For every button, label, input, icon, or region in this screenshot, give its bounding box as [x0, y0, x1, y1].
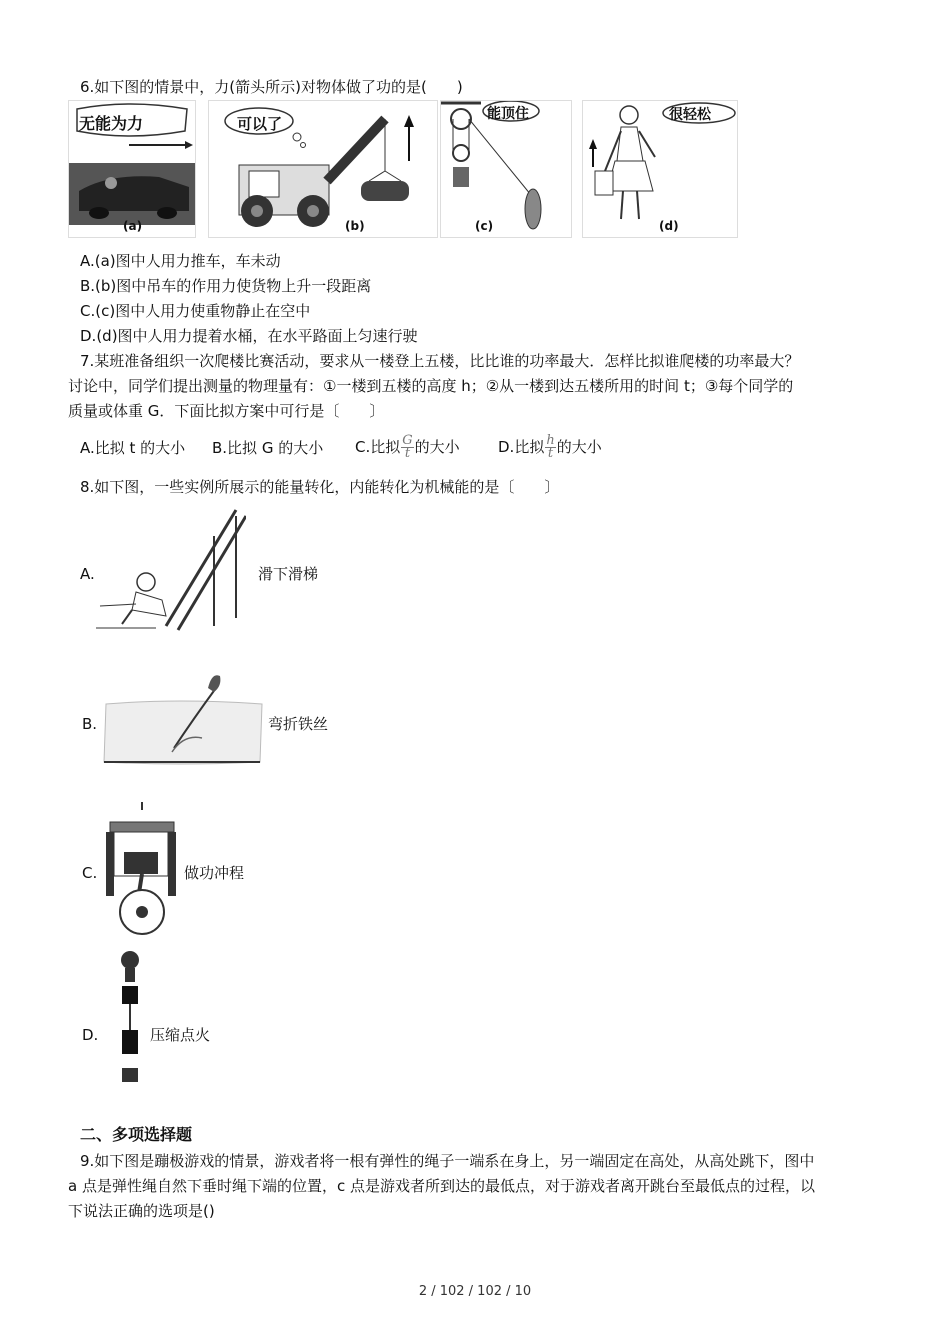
q9-line3: 下说法正确的选项是() [68, 1202, 215, 1220]
q7-option-c [355, 430, 460, 464]
q8-option-b-text: 弯折铁丝 [268, 715, 329, 733]
q7-option-d-suffix: 的大小 [556, 438, 602, 456]
q6-bubble-b: 可以了 [237, 115, 283, 133]
q7-option-b: B.比拟 G 的大小 [212, 439, 324, 457]
fraction-g-over-t [401, 435, 413, 460]
fraction-numerator: G [402, 433, 413, 448]
q6-option-b: B.(b)图中吊车的作用力使货物上升一段距离 [80, 277, 372, 295]
q7-option-c-label: C.比拟 [355, 438, 401, 456]
section-heading: 二、多项选择题 [80, 1125, 193, 1144]
q7-option-c-suffix: 的大小 [414, 438, 460, 456]
q6-figure-b [208, 100, 438, 238]
q6-caption-a: (a) [123, 219, 143, 233]
q7-option-a: A.比拟 t 的大小 [80, 439, 186, 457]
q8-option-d-label: D. [82, 1026, 99, 1044]
q6-option-a: A.(a)图中人用力推车，车未动 [80, 252, 281, 270]
q6-caption-b: (b) [345, 219, 365, 233]
water-bucket-illustration [583, 101, 737, 237]
q8-option-b-label: B. [82, 715, 98, 733]
compression-ignition-illustration [110, 950, 150, 1094]
q6-stem: 6.如下图的情景中，力(箭头所示)对物体做了功的是( ) [80, 78, 463, 96]
q8-option-a-label: A. [80, 565, 95, 583]
bent-wire-illustration [98, 668, 264, 772]
q6-bubble-d: 很轻松 [669, 107, 711, 123]
q6-bubble-a: 无能为力 [79, 114, 144, 133]
fraction-h-over-t [545, 435, 555, 460]
page-number: 2 / 102 / 102 / 10 [418, 1284, 532, 1299]
q8-option-d-text: 压缩点火 [150, 1026, 211, 1044]
fraction-denominator: t [404, 446, 411, 461]
q6-option-c: C.(c)图中人用力使重物静止在空中 [80, 302, 311, 320]
q8-option-a-text: 滑下滑梯 [258, 565, 319, 583]
engine-stroke-illustration [98, 800, 182, 942]
q8-option-c-text: 做功冲程 [184, 864, 245, 882]
q7-line1: 7.某班准备组织一次爬楼比赛活动，要求从一楼登上五楼，比比谁的功率最大．怎样比拟谁爬楼的功率最大？ [80, 352, 800, 370]
q9-line2: a 点是弹性绳自然下垂时绳下端的位置，c 点是游戏者所到达的最低点，对于游戏者离开跳台至最低点的过程，以 [68, 1177, 815, 1195]
fraction-denominator: t [547, 446, 554, 461]
q6-figure-c [440, 100, 572, 238]
q6-option-d: D.(d)图中人用力提着水桶，在水平路面上匀速行驶 [80, 327, 418, 345]
q7-option-d [498, 430, 602, 464]
slide-illustration [96, 506, 246, 636]
q6-figure-d [582, 100, 738, 238]
q7-line2: 讨论中，同学们提出测量的物理量有：①一楼到五楼的高度 h；②从一楼到达五楼所用的时间 t；③每个同学的 [68, 377, 794, 395]
q7-line3: 质量或体重 G．下面比拟方案中可行是〔 〕 [68, 402, 385, 420]
q9-line1: 9.如下图是蹦极游戏的情景，游戏者将一根有弹性的绳子一端系在身上，另一端固定在高处，从高处跳下，图中 [80, 1152, 815, 1170]
q6-caption-d: (d) [659, 219, 679, 233]
fraction-numerator: h [546, 433, 555, 448]
q8-stem: 8.如下图，一些实例所展示的能量转化，内能转化为机械能的是〔 〕 [80, 478, 560, 496]
q6-caption-c: (c) [475, 219, 494, 233]
q8-option-c-label: C. [82, 864, 98, 882]
q7-option-d-label: D.比拟 [498, 438, 545, 456]
q6-figure-a [68, 100, 196, 238]
q6-bubble-c: 能顶住 [487, 106, 529, 122]
